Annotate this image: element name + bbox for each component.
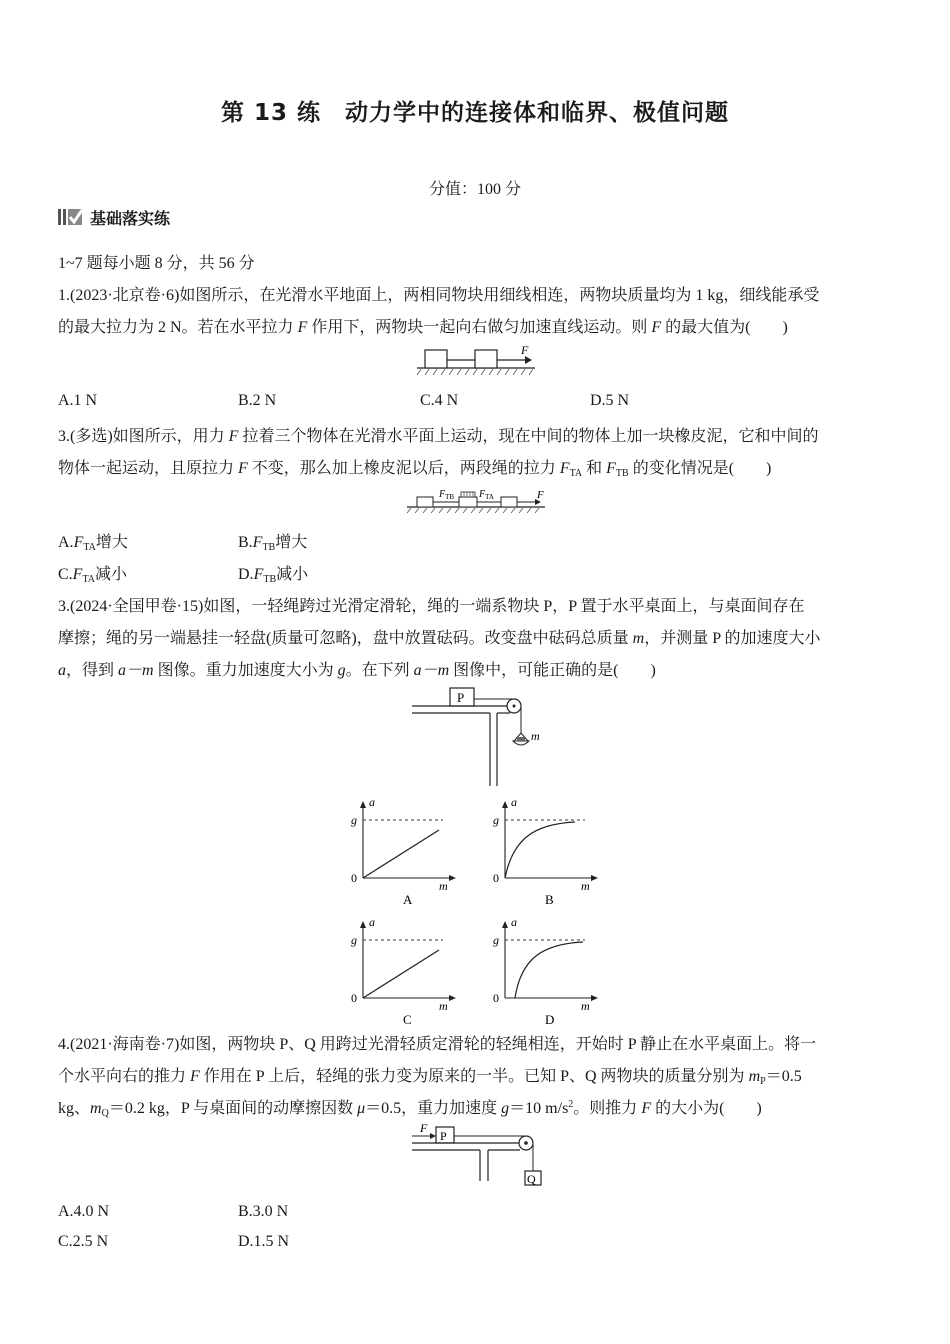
q1-option-b[interactable]: B.2 N: [238, 392, 277, 409]
q2-block-1: [417, 497, 433, 507]
q1-figure: [415, 342, 540, 378]
g-tick-label: g: [493, 933, 499, 947]
graph-option-label: B: [545, 892, 554, 907]
pan: [513, 741, 529, 745]
q2-stem-line2: 物体一起运动，且原拉力 F 不变，那么加上橡皮泥以后，两段绳的拉力 $F_{TA}$ 和 $F_{TB}$ 的变化情况是( ): [58, 460, 772, 479]
origin-label: 0: [351, 991, 357, 1005]
q3-stem-line2: 摩擦；绳的另一端悬挂一轻盘(质量可忽略)，盘中放置砝码。改变盘中砝码总质量 m，并测量 P 的加速度大小: [58, 630, 821, 647]
svg-text:Q: Q: [527, 1172, 536, 1186]
score-label: 分值：100 分: [428, 181, 521, 198]
q2-block-2: [459, 497, 477, 507]
graph-option-label: D: [545, 1012, 555, 1027]
graph-curve: [505, 822, 575, 878]
graph-curve: [363, 950, 439, 998]
y-axis-label: a: [369, 916, 375, 929]
q2-force-label: F: [537, 489, 544, 501]
q4-stem-line1: 4.(2021·海南卷·7)如图，两物块 P、Q 用跨过光滑轻质定滑轮的轻绳相连，开始时 P 静止在水平桌面上。将一: [58, 1036, 817, 1053]
page-title: 第 13 练 动力学中的连接体和临界、极值问题: [220, 100, 730, 126]
q2-stem-line1: 3.(多选)如图所示，用力 F 拉着三个物体在光滑水平面上运动，现在中间的物体上加一块橡皮泥，它和中间的: [58, 428, 819, 445]
graph-option-label: C: [403, 1012, 412, 1027]
q2-fta-label: $F_{TA}$: [479, 489, 494, 501]
q3-apparatus-figure: [410, 686, 550, 788]
q1-option-a[interactable]: A.1 N: [58, 392, 98, 409]
q4-option-a[interactable]: A.4.0 N: [58, 1203, 110, 1220]
q1-force-label: F: [521, 343, 529, 357]
q3-graph-c[interactable]: [345, 916, 465, 1031]
q4-figure: [408, 1121, 553, 1191]
q3-stem-line1: 3.(2024·全国甲卷·15)如图，一轻绳跨过光滑定滑轮，绳的一端系物块 P，P 置于水平桌面上，与桌面间存在: [58, 598, 805, 615]
q3-graph-b[interactable]: [487, 796, 607, 911]
y-axis-label: a: [511, 916, 517, 929]
section-heading: [58, 205, 170, 229]
g-tick-label: g: [351, 933, 357, 947]
origin-label: 0: [493, 871, 499, 885]
svg-text:m: m: [531, 729, 540, 743]
q1-option-d[interactable]: D.5 N: [590, 392, 630, 409]
q2-figure: [405, 485, 550, 515]
q4-option-c[interactable]: C.2.5 N: [58, 1233, 109, 1250]
q4-stem-line3: kg、$m_Q=0.2$ kg，P 与桌面间的动摩擦因数 μ＝0.5，重力加速度 g＝10 $m/s^2$。则推力 F 的大小为( ): [58, 1099, 762, 1119]
ground-hatch: [417, 369, 533, 375]
graph-curve: [515, 942, 583, 998]
y-axis-label: a: [511, 796, 517, 809]
graph-option-label: A: [403, 892, 413, 907]
q1-block-left: [425, 350, 447, 368]
q1-block-right: [475, 350, 497, 368]
q4-option-b[interactable]: B.3.0 N: [238, 1203, 289, 1220]
q2-option-a[interactable]: $A.F_{TA}$增大: [58, 534, 128, 553]
x-axis-label: m: [581, 879, 590, 893]
q4-stem-line2: 个水平向右的推力 F 作用在 P 上后，轻绳的张力变为原来的一半。已知 P、Q 两物块的质量分别为 $m_P=0.5$: [58, 1068, 802, 1087]
origin-label: 0: [493, 991, 499, 1005]
checklist-icon: [58, 207, 84, 227]
q1-stem-line1: 1.(2023·北京卷·6)如图所示，在光滑水平地面上，两相同物块用细线相连，两物块质量均为 1 kg，细线能承受: [58, 287, 820, 304]
g-tick-label: g: [351, 813, 357, 827]
x-axis-label: m: [581, 999, 590, 1013]
y-axis-label: a: [369, 796, 375, 809]
x-axis-label: m: [439, 879, 448, 893]
q3-stem-line3: a，得到 a－m 图像。重力加速度大小为 g。在下列 a－m 图像中，可能正确的是( ): [58, 662, 656, 679]
origin-label: 0: [351, 871, 357, 885]
section-title: 基础落实练: [90, 208, 171, 228]
q4-option-d[interactable]: D.1.5 N: [238, 1233, 290, 1250]
section-intro: 1~7 题每小题 8 分，共 56 分: [58, 255, 255, 272]
q2-option-b[interactable]: $B.F_{TB}$增大: [238, 534, 308, 553]
q1-stem-line2: 的最大拉力为 2 N。若在水平拉力 F 作用下，两物块一起向右做匀加速直线运动。则 F 的最大值为( ): [58, 319, 788, 336]
q2-ftb-label: $F_{TB}$: [439, 489, 455, 501]
g-tick-label: g: [493, 813, 499, 827]
q1-option-c[interactable]: C.4 N: [420, 392, 459, 409]
q2-option-d[interactable]: $D.F_{TB}$减小: [238, 566, 309, 585]
svg-text:F: F: [420, 1121, 428, 1135]
svg-text:P: P: [457, 690, 465, 705]
graph-curve: [363, 830, 439, 878]
q2-option-c[interactable]: $C.F_{TA}$减小: [58, 566, 127, 585]
svg-text:P: P: [440, 1129, 447, 1143]
q2-block-3: [501, 497, 517, 507]
x-axis-label: m: [439, 999, 448, 1013]
q3-graph-d[interactable]: [487, 916, 607, 1031]
q3-graph-a[interactable]: [345, 796, 465, 911]
